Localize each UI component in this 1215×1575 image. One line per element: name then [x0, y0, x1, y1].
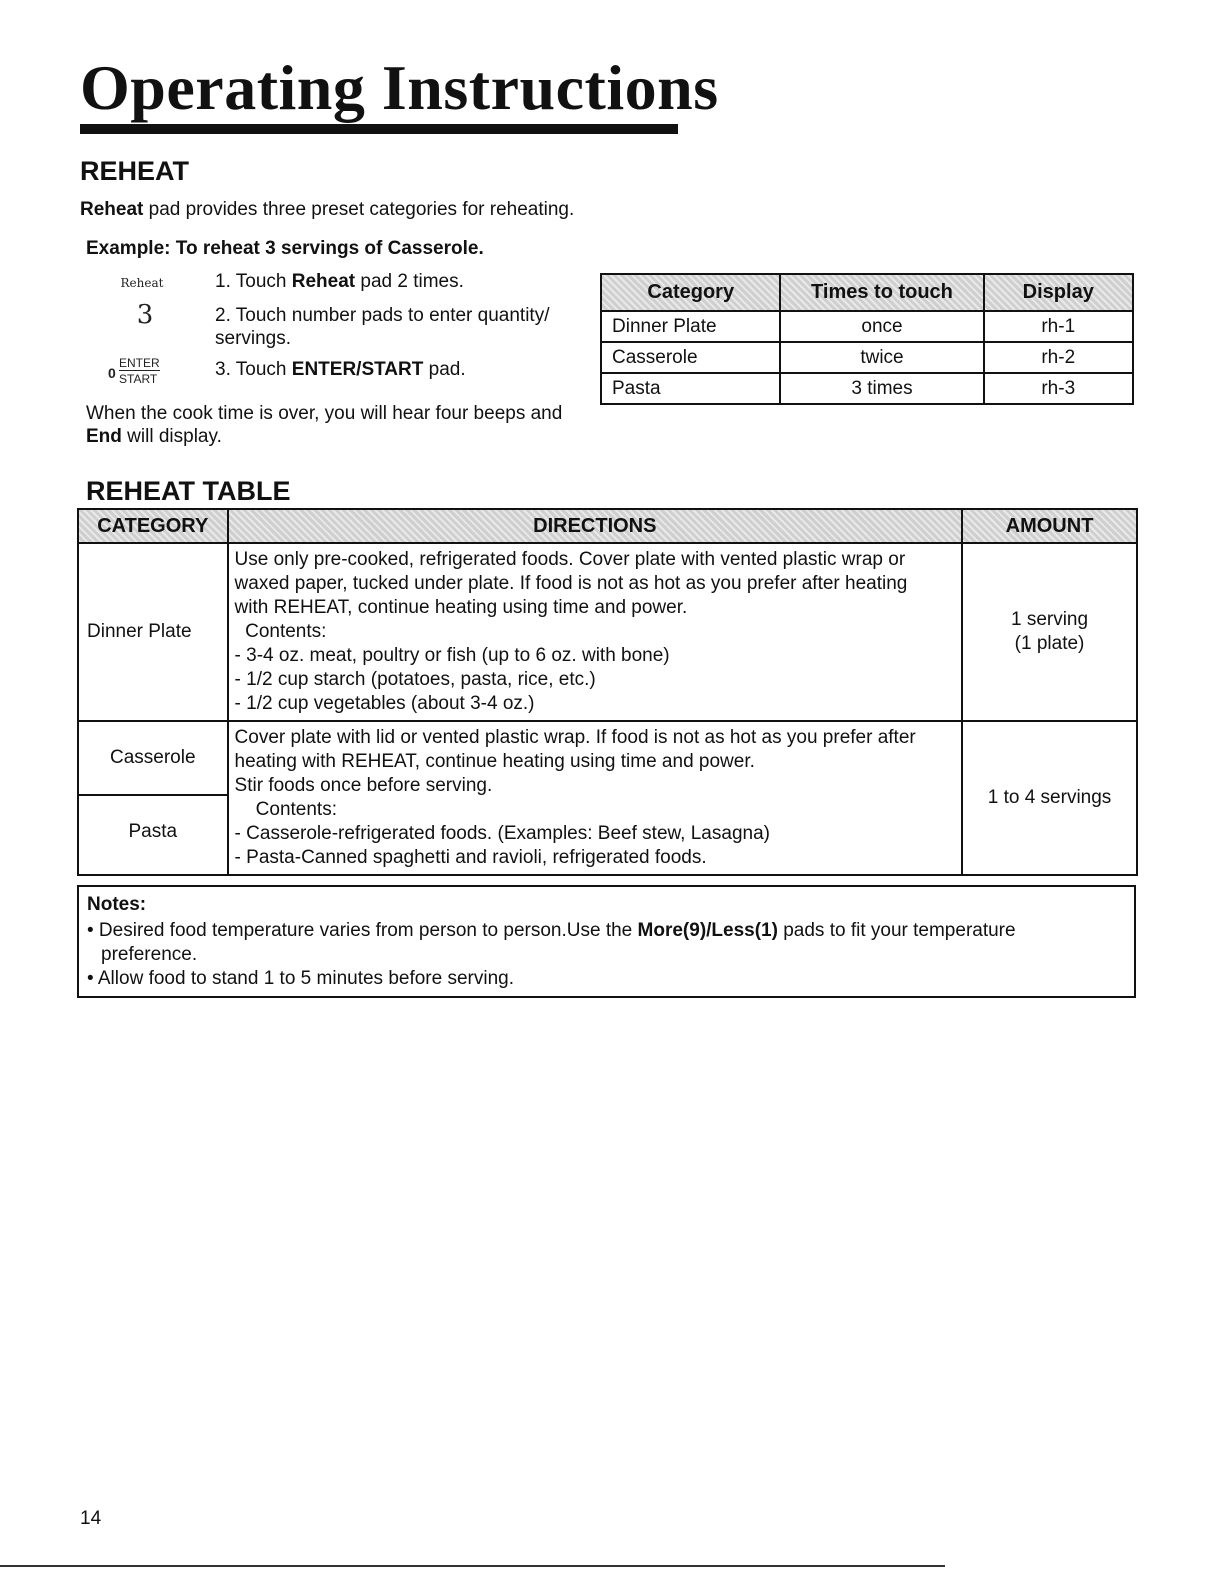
page-number: 14	[80, 1508, 102, 1529]
example-heading: Example: To reheat 3 servings of Casserole.	[86, 238, 484, 259]
table-row	[78, 721, 1137, 875]
step-2: 2. Touch number pads to enter quantity/ servings.	[215, 305, 550, 349]
note-2: • Allow food to stand 1 to 5 minutes before serving.	[87, 968, 515, 989]
table-cell: rh-3	[984, 373, 1134, 404]
step-1: 1. Touch Reheat pad 2 times.	[215, 271, 464, 292]
reheat-pad-icon: Reheat	[120, 276, 164, 290]
table-cell: 3 times	[780, 373, 983, 404]
reheat-heading: REHEAT	[80, 156, 190, 186]
category-display-table	[600, 273, 1134, 405]
notes-box	[77, 885, 1136, 998]
column-header: Category	[601, 274, 780, 311]
table-cell: Casserole	[601, 342, 780, 373]
column-header: Display	[984, 274, 1134, 311]
reheat-table-heading: REHEAT TABLE	[86, 476, 291, 506]
column-header: AMOUNT	[962, 509, 1137, 543]
directions-cell: Cover plate with lid or vented plastic wrap. If food is not as hot as you prefer after heating with REHEAT, continue heating using time and power. Stir foods once before serving. Contents: - Casserole-refrigerated foods. (Examples: Beef stew, Lasagna) - Pasta-Canned spaghetti and ravioli, refrigerated foods.	[228, 721, 963, 875]
number-pad-icon: 3	[136, 300, 154, 330]
enter-start-pad-icon: 0 ENTER START	[108, 356, 160, 386]
directions-cell: Use only pre-cooked, refrigerated foods. Cover plate with vented plastic wrap or waxed paper, tucked under plate. If food is not as hot as you prefer after heating with REHEAT, continue heating using time and power. Contents: - 3-4 oz. meat, poultry or fish (up to 6 oz. with bone) - 1/2 cup starch (potatoes, pasta, rice, etc.) - 1/2 cup vegetables (about 3-4 oz.)	[228, 543, 963, 721]
category-cell: Dinner Plate	[78, 543, 228, 721]
step-3: 3. Touch ENTER/START pad.	[215, 359, 466, 380]
table-cell: twice	[780, 342, 983, 373]
column-header: CATEGORY	[78, 509, 228, 543]
table-row	[601, 311, 1133, 342]
reheat-table	[77, 508, 1138, 876]
table-row	[78, 543, 1137, 721]
reheat-intro: Reheat pad provides three preset categories for reheating.	[80, 199, 575, 220]
table-cell: Pasta	[601, 373, 780, 404]
note-1-continued: preference.	[101, 944, 198, 965]
table-cell: once	[780, 311, 983, 342]
column-header: Times to touch	[780, 274, 983, 311]
table-row	[601, 342, 1133, 373]
end-text: When the cook time is over, you will hear four beeps and End will display.	[86, 403, 563, 447]
amount-cell: 1 serving (1 plate)	[962, 543, 1137, 721]
note-1: • Desired food temperature varies from person to person.Use the More(9)/Less(1) pads to fit your temperature	[87, 920, 1016, 941]
table-cell: rh-2	[984, 342, 1134, 373]
table-cell: Dinner Plate	[601, 311, 780, 342]
page-title: Operating Instructions	[80, 52, 719, 123]
table-cell: rh-1	[984, 311, 1134, 342]
amount-cell: 1 to 4 servings	[962, 721, 1137, 875]
notes-heading: Notes:	[87, 894, 147, 915]
table-row	[601, 373, 1133, 404]
category-cell: Casserole Pasta	[78, 721, 228, 875]
column-header: DIRECTIONS	[228, 509, 963, 543]
title-underline	[80, 124, 678, 134]
footer-rule	[0, 1565, 945, 1567]
